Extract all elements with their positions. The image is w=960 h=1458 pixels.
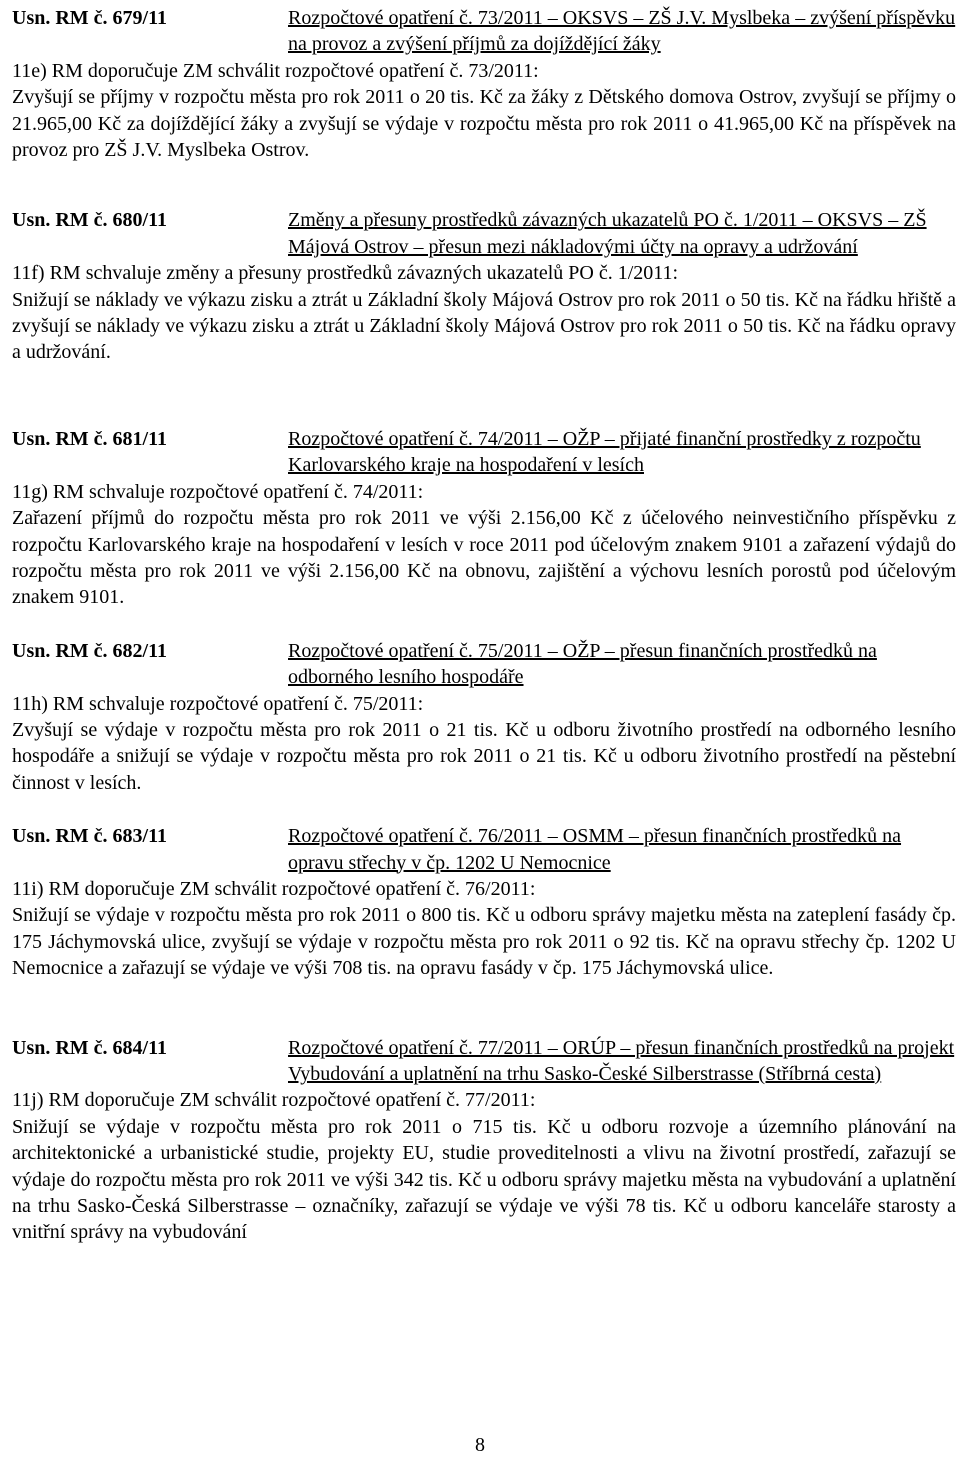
resolution-684 [12, 1035, 956, 1246]
resolution-header [12, 638, 956, 691]
resolution-header [12, 1035, 956, 1088]
resolution-number: Usn. RM č. 681/11 [12, 427, 167, 450]
resolution-decision: 11i) RM doporučuje ZM schválit rozpočtové opatření č. 76/2011: [12, 877, 536, 900]
resolution-number: Usn. RM č. 683/11 [12, 825, 167, 848]
resolution-682 [12, 638, 956, 796]
resolution-subject: Rozpočtové opatření č. 73/2011 – OKSVS – ZŠ J.V. Myslbeka – zvýšení příspěvku na provoz a zvýšení příjmů za dojíždějící žáky [288, 7, 956, 56]
resolution-subject: Rozpočtové opatření č. 76/2011 – OSMM – přesun finančních prostředků na opravu střechy v čp. 1202 U Nemocnice [288, 825, 902, 874]
resolution-header [12, 426, 956, 479]
resolution-subject: Změny a přesuny prostředků závazných ukazatelů PO č. 1/2011 – OKSVS – ZŠ Májová Ostrov – přesun mezi nákladovými účty na opravy a udržování [288, 209, 927, 258]
resolution-679 [12, 5, 956, 163]
resolution-683 [12, 823, 956, 981]
resolution-subject: Rozpočtové opatření č. 74/2011 – OŽP – přijaté finanční prostředky z rozpočtu Karlovarského kraje na hospodaření v lesích [288, 427, 921, 477]
resolution-header [12, 207, 956, 260]
resolution-decision: 11g) RM schvaluje rozpočtové opatření č. 74/2011: [12, 480, 424, 503]
resolution-decision: 11j) RM doporučuje ZM schválit rozpočtové opatření č. 77/2011: [12, 1089, 536, 1112]
resolution-decision: 11f) RM schvaluje změny a přesuny prostředků závazných ukazatelů PO č. 1/2011: [12, 262, 679, 285]
resolution-text: Zvyšují se výdaje v rozpočtu města pro rok 2011 o 21 tis. Kč u odboru životního prostředí na odborného lesního hospodáře a snižují se výdaje v rozpočtu města pro rok 2011 o 21 tis. Kč u odboru životního prostředí na pěstební činnost v lesích. [12, 718, 956, 794]
resolution-text: Zvyšují se příjmy v rozpočtu města pro rok 2011 o 20 tis. Kč za žáky z Dětského domova Ostrov, zvyšují se příjmy o 21.965,00 Kč za dojíždějící žáky a zvyšují se výdaje v rozpočtu města pro rok 2011 o 41.965,00 Kč na příspěvek na provoz pro ZŠ J.V. Myslbeka Ostrov. [12, 86, 956, 162]
document-page [12, 0, 956, 1246]
resolution-680 [12, 207, 956, 365]
resolution-header [12, 823, 956, 876]
resolution-subject: Rozpočtové opatření č. 75/2011 – OŽP – přesun finančních prostředků na odborného lesního hospodáře [288, 639, 877, 689]
resolution-text: Zařazení příjmů do rozpočtu města pro rok 2011 ve výši 2.156,00 Kč z účelového neinvestičního příspěvku z rozpočtu Karlovarského kraje na hospodaření v lesích v roce 2011 pod účelovým znakem 9101 a zařazení výdajů do rozpočtu města pro rok 2011 ve výši 2.156,00 Kč na obnovu, zajištění a výchovu lesních porostů pod účelovým znakem 9101. [12, 507, 956, 609]
page-number: 8 [475, 1434, 485, 1456]
resolution-number: Usn. RM č. 679/11 [12, 7, 167, 29]
resolution-number: Usn. RM č. 682/11 [12, 639, 167, 662]
resolution-number: Usn. RM č. 684/11 [12, 1036, 167, 1059]
resolution-text: Snižují se výdaje v rozpočtu města pro rok 2011 o 715 tis. Kč u odboru rozvoje a územního plánování na architektonické a urbanistické studie, projekty EU, studie proveditelnosti a vlivu na životní prostředí, zařazují se výdaje do rozpočtu města pro rok 2011 ve výši 342 tis. Kč u odboru správy majetku města na vybudování a uplatnění na trhu Sasko-Česká Silberstrasse – označníky, zařazují se výdaje ve výši 78 tis. Kč u odboru kanceláře starosty a vnitřní správy na vybudování [12, 1115, 956, 1244]
resolution-subject: Rozpočtové opatření č. 77/2011 – ORÚP – přesun finančních prostředků na projekt Vybudování a uplatnění na trhu Sasko-České Silberstrasse (Stříbrná cesta) [288, 1036, 955, 1085]
resolution-text: Snižují se náklady ve výkazu zisku a ztrát u Základní školy Májová Ostrov pro rok 2011 o 50 tis. Kč na řádku hřiště a zvyšují se náklady ve výkazu zisku a ztrát u Základní školy Májová Ostrov pro rok 2011 o 50 tis. Kč na řádku opravy a udržování. [12, 288, 956, 364]
resolution-text: Snižují se výdaje v rozpočtu města pro rok 2011 o 800 tis. Kč u odboru správy majetku města na zateplení fasády čp. 175 Jáchymovská ulice, zvyšují se výdaje v rozpočtu města pro rok 2011 o 92 tis. Kč na opravu střechy čp. 1202 U Nemocnice a zařazují se výdaje ve výši 708 tis. na opravu fasády v čp. 175 Jáchymovská ulice. [12, 904, 956, 980]
resolution-decision: 11h) RM schvaluje rozpočtové opatření č. 75/2011: [12, 692, 424, 715]
resolution-decision: 11e) RM doporučuje ZM schválit rozpočtové opatření č. 73/2011: [12, 59, 539, 82]
resolution-681 [12, 426, 956, 611]
resolution-header [12, 5, 956, 58]
resolution-number: Usn. RM č. 680/11 [12, 209, 167, 232]
